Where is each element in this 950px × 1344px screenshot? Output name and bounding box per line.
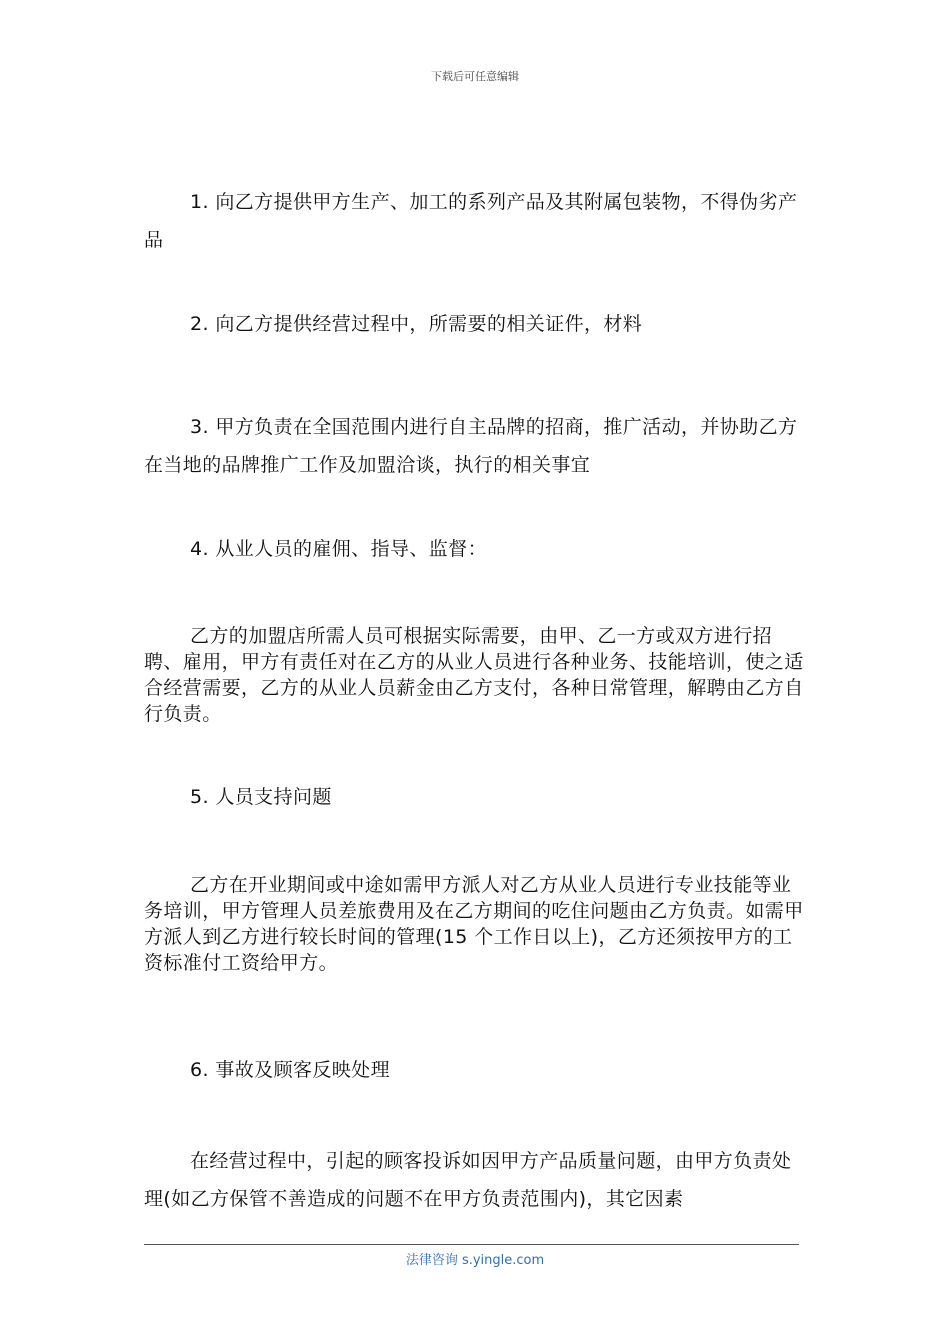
page-header: 下载后可任意编辑 [431, 70, 519, 83]
clause-2: 2. 向乙方提供经营过程中，所需要的相关证件，材料 [190, 313, 643, 335]
clause-1: 1. 向乙方提供甲方生产、加工的系列产品及其附属包装物，不得伪劣产品 [144, 191, 798, 251]
footer-divider [144, 1244, 799, 1245]
clause-6-heading: 6. 事故及顾客反映处理 [190, 1059, 390, 1081]
clause-4-heading: 4. 从业人员的雇佣、指导、监督： [190, 538, 487, 560]
clause-5-heading: 5. 人员支持问题 [190, 786, 332, 808]
footer-link[interactable]: 法律咨询 s.yingle.com [405, 1253, 545, 1268]
clause-5-body-1: 乙方在开业期间或中途如需甲方派人对乙方从业人员进行专业技能等业务培训，甲方管理人员差旅费用及在乙方期间的吃住问题由乙方负责。如需甲方派人到乙方进行较长时间的管理(15 个工作日以上)，乙方还须按甲方的工资标准付工资给甲方。 [144, 874, 804, 974]
clause-3: 3. 甲方负责在全国范围内进行自主品牌的招商，推广活动，并协助乙方在当地的品牌推广工作及加盟洽谈，执行的相关事宜 [144, 416, 798, 476]
clause-6-body: 在经营过程中，引起的顾客投诉如因甲方产品质量问题，由甲方负责处理(如乙方保管不善造成的问题不在甲方负责范围内)，其它因素 [144, 1150, 792, 1210]
clause-4-body: 乙方的加盟店所需人员可根据实际需要，由甲、乙一方或双方进行招聘、雇用，甲方有责任对在乙方的从业人员进行各种业务、技能培训，使之适合经营需要，乙方的从业人员薪金由乙方支付，各种日常管理，解聘由乙方自行负责。 [144, 625, 804, 725]
